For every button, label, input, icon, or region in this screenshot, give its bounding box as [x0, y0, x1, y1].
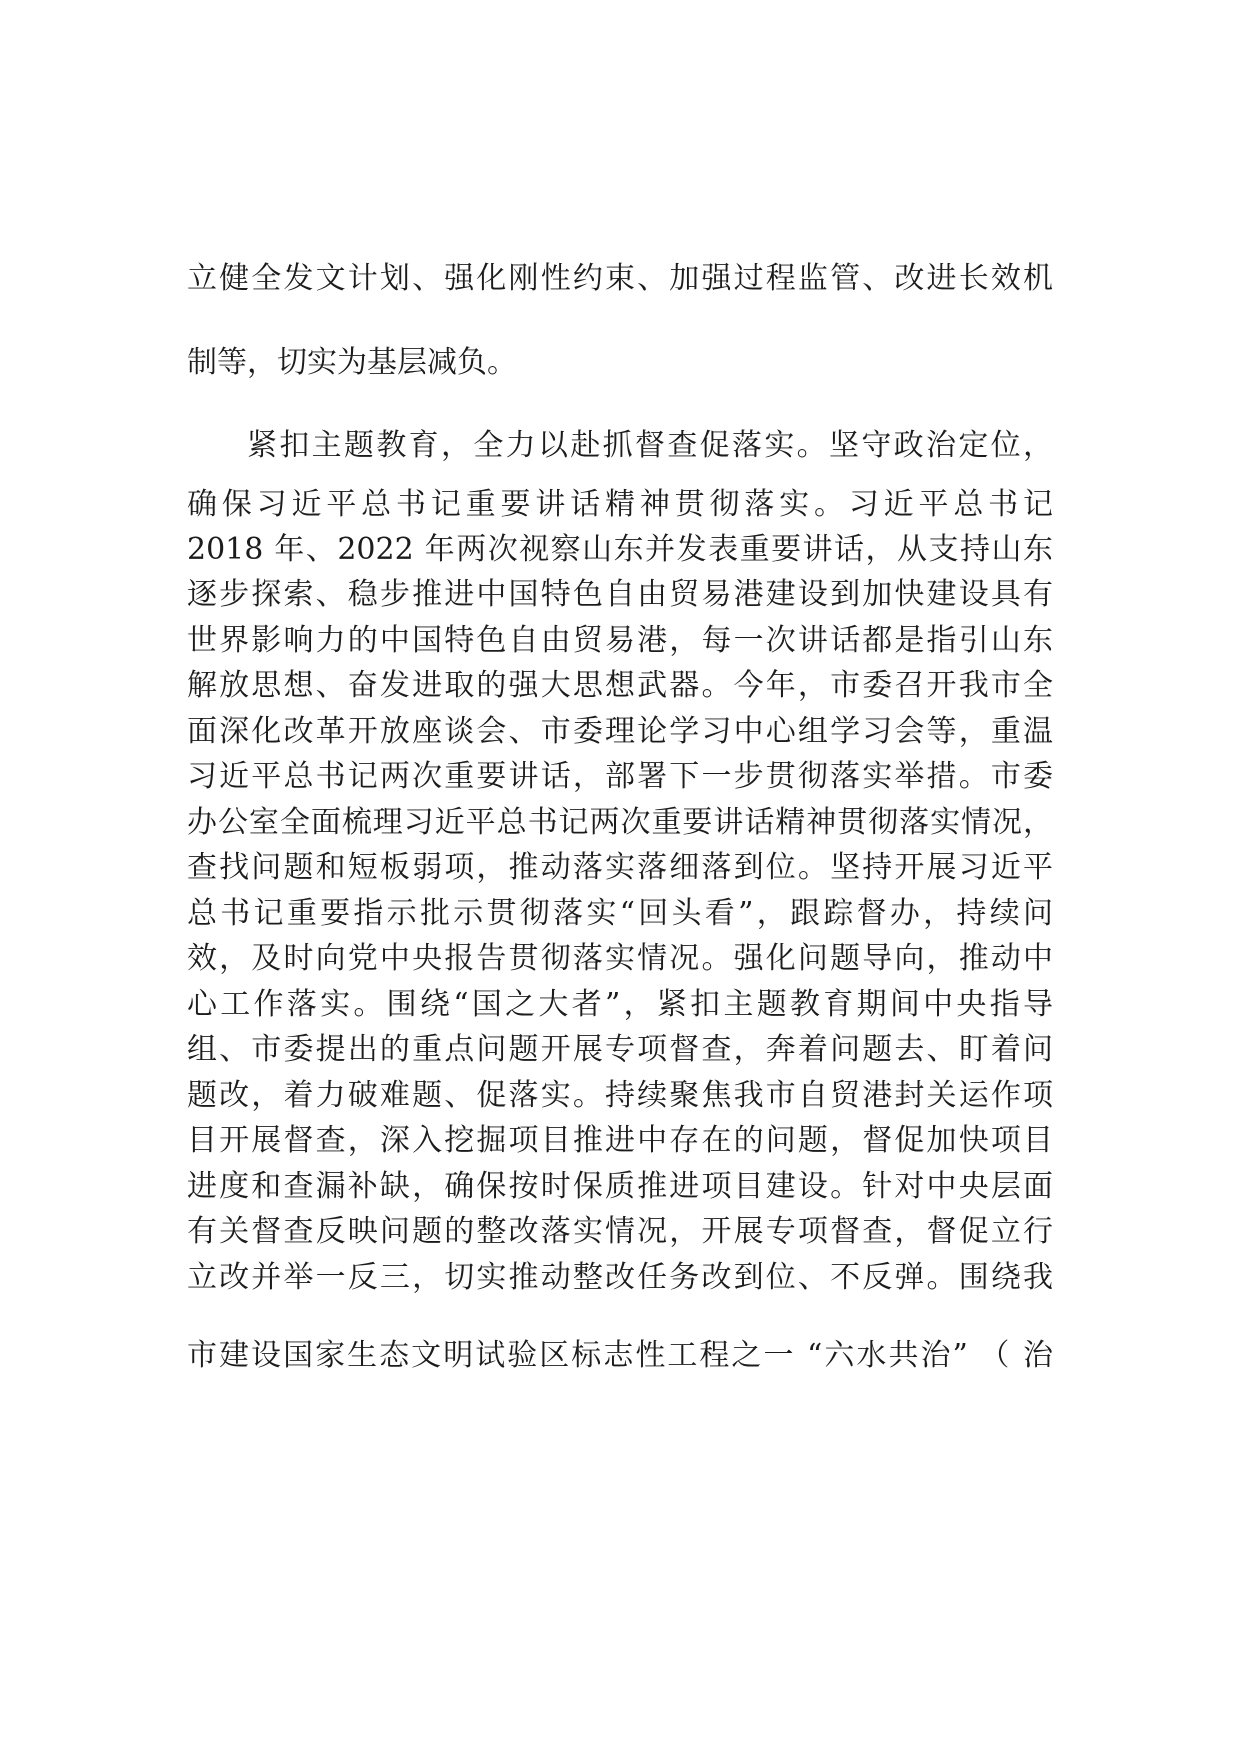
text-line: 制等，切实为基层减负。: [187, 345, 517, 380]
text-line: 2018 年、2022 年两次视察山东并发表重要讲话，从支持山东: [187, 532, 1053, 567]
text-line: 立健全发文计划、强化刚性约束、加强过程监管、改进长效机: [187, 261, 1053, 296]
text-line: 目开展督查，深入挖掘项目推进中存在的问题，督促加快项目: [187, 1123, 1053, 1158]
text-line: 查找问题和短板弱项，推动落实落细落到位。坚持开展习近平: [187, 850, 1053, 885]
text-line: 逐步探索、稳步推进中国特色自由贸易港建设到加快建设具有: [187, 577, 1053, 612]
text-line: 有关督查反映问题的整改落实情况，开展专项督查，督促立行: [187, 1214, 1053, 1249]
text-line: 总书记重要指示批示贯彻落实“回头看”，跟踪督办，持续问: [187, 896, 1053, 931]
text-line: 世界影响力的中国特色自由贸易港，每一次讲话都是指引山东: [187, 623, 1053, 658]
text-line: 进度和查漏补缺，确保按时保质推进项目建设。针对中央层面: [187, 1169, 1053, 1204]
text-line: 组、市委提出的重点问题开展专项督查，奔着问题去、盯着问: [187, 1032, 1053, 1067]
text-line: 题改，着力破难题、促落实。持续聚焦我市自贸港封关运作项: [187, 1078, 1053, 1113]
text-line: 解放思想、奋发进取的强大思想武器。今年，市委召开我市全: [187, 668, 1053, 703]
text-line: 心工作落实。围绕“国之大者”，紧扣主题教育期间中央指导: [187, 987, 1053, 1022]
text-line: 办公室全面梳理习近平总书记两次重要讲话精神贯彻落实情况，: [187, 805, 1053, 840]
paragraph-start-line: 紧扣主题教育，全力以赴抓督查促落实。坚守政治定位，: [247, 428, 1053, 463]
text-line: 面深化改革开放座谈会、市委理论学习中心组学习会等，重温: [187, 714, 1053, 749]
text-line: 习近平总书记两次重要讲话，部署下一步贯彻落实举措。市委: [187, 759, 1053, 794]
text-line: 确保习近平总书记重要讲话精神贯彻落实。习近平总书记: [187, 487, 1053, 522]
text-line: 效，及时向党中央报告贯彻落实情况。强化问题导向，推动中: [187, 941, 1053, 976]
text-line: 立改并举一反三，切实推动整改任务改到位、不反弹。围绕我: [187, 1260, 1053, 1295]
text-line: 市建设国家生态文明试验区标志性工程之一 “六水共治” （ 治: [187, 1338, 1053, 1373]
